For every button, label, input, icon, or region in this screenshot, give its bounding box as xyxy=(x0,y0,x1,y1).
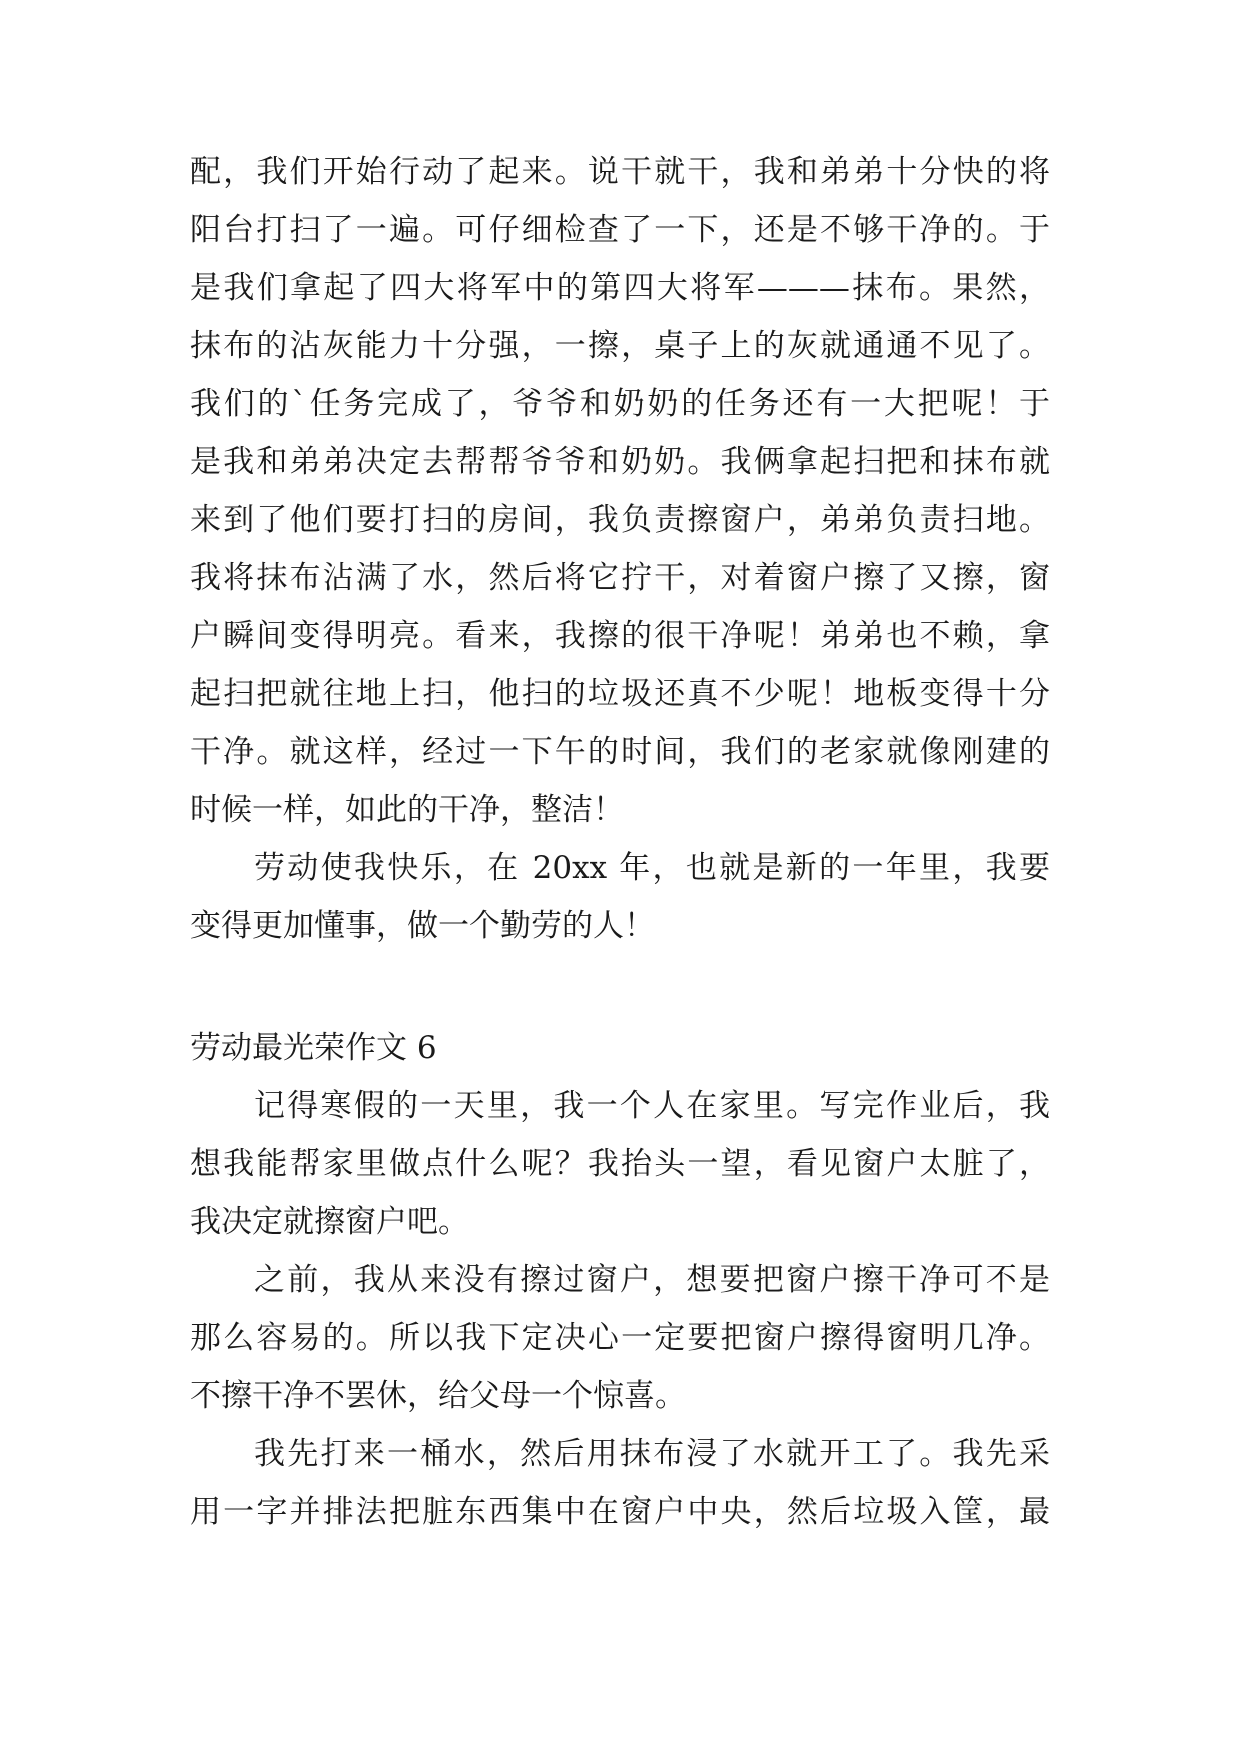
text-line: 想我能帮家里做点什么呢？我抬头一望，看见窗户太脏了， xyxy=(190,1146,1050,1182)
text-line: 是我们拿起了四大将军中的第四大将军———抹布。果然， xyxy=(190,270,1050,306)
text-line: 我决定就擦窗户吧。 xyxy=(190,1204,469,1240)
text-line: 配，我们开始行动了起来。说干就干，我和弟弟十分快的将 xyxy=(190,154,1050,190)
text-line: 时候一样，如此的干净，整洁！ xyxy=(190,792,624,828)
text-line: 起扫把就往地上扫，他扫的垃圾还真不少呢！地板变得十分 xyxy=(190,676,1050,712)
text-line: 干净。就这样，经过一下午的时间，我们的老家就像刚建的 xyxy=(190,734,1050,770)
text-line: 是我和弟弟决定去帮帮爷爷和奶奶。我俩拿起扫把和抹布就 xyxy=(190,444,1050,480)
text-line: 户瞬间变得明亮。看来，我擦的很干净呢！弟弟也不赖，拿 xyxy=(190,618,1050,654)
text-line: 抹布的沾灰能力十分强，一擦，桌子上的灰就通通不见了。 xyxy=(190,328,1050,364)
text-line: 来到了他们要打扫的房间，我负责擦窗户，弟弟负责扫地。 xyxy=(190,502,1050,538)
section-title: 劳动最光荣作文 6 xyxy=(190,1030,437,1066)
text-line: 变得更加懂事，做一个勤劳的人！ xyxy=(190,908,655,944)
text-line: 阳台打扫了一遍。可仔细检查了一下，还是不够干净的。于 xyxy=(190,212,1050,248)
text-line: 那么容易的。所以我下定决心一定要把窗户擦得窗明几净。 xyxy=(190,1320,1050,1356)
text-line: 用一字并排法把脏东西集中在窗户中央，然后垃圾入筐，最 xyxy=(190,1494,1050,1530)
paragraph-first-line: 之前，我从来没有擦过窗户，想要把窗户擦干净可不是 xyxy=(254,1262,1050,1298)
paragraph-first-line: 劳动使我快乐，在 20xx 年，也就是新的一年里，我要 xyxy=(254,850,1050,886)
text-line: 我将抹布沾满了水，然后将它拧干，对着窗户擦了又擦，窗 xyxy=(190,560,1050,596)
text-line: 我们的`任务完成了，爷爷和奶奶的任务还有一大把呢！于 xyxy=(190,386,1050,422)
text-line: 不擦干净不罢休，给父母一个惊喜。 xyxy=(190,1378,686,1414)
paragraph-first-line: 我先打来一桶水，然后用抹布浸了水就开工了。我先采 xyxy=(254,1436,1050,1472)
paragraph-first-line: 记得寒假的一天里，我一个人在家里。写完作业后，我 xyxy=(254,1088,1050,1124)
